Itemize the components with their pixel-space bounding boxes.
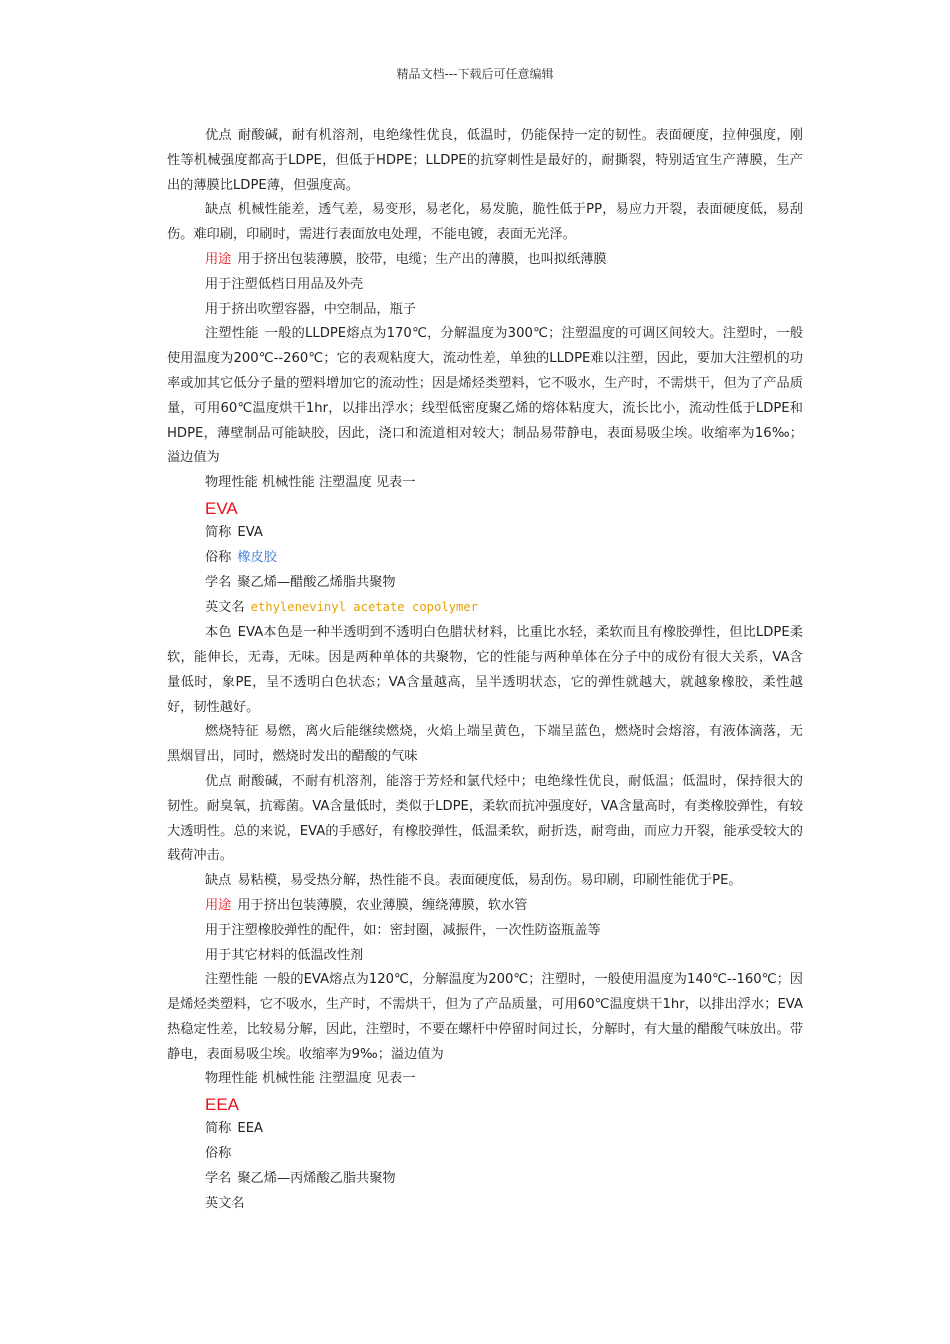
burn-label: 燃烧特征 (205, 724, 259, 740)
eva-advantages (167, 770, 803, 869)
usage-line-1: 用于挤出包装薄膜，胶带，电缆；生产出的薄膜，也叫拟纸薄膜 (237, 251, 607, 267)
dis-text: 易粘模，易受热分解，热性能不良。表面硬度低，易刮伤。易印刷，印刷性能优于PE。 (237, 873, 742, 889)
ldpe-usage-line-2: 用于注塑低档日用品及外壳 (205, 276, 364, 292)
eea-sci-value: 聚乙烯—丙烯酸乙脂共聚物 (237, 1170, 396, 1186)
eva-molding-text: 一般的EVA熔点为120℃，分解温度为200℃；注塑时，一般使用温度为140℃--160℃；因是烯烃类塑料，它不吸水，生产时，不需烘干，但为了产品质量，可用60℃温度烘干1hr，以排出浮水；EVA热稳定性差，比较易分解，因此，注塑时，不要在螺杆中停留时间过长，分解时，有大量的醋酸气味放出。带静电，表面易吸尘埃。收缩率为9‰；溢边值为 (167, 972, 803, 1062)
eea-en-label: 英文名 (205, 1195, 245, 1211)
dis-label: 缺点 (205, 873, 232, 889)
document-body (167, 124, 803, 1216)
eva-common-name (167, 546, 803, 571)
ldpe-usage-line-3: 用于挤出吹塑容器，中空制品，瓶子 (205, 301, 416, 317)
eea-sci-name (167, 1167, 803, 1192)
usage-label: 用途 (205, 251, 232, 267)
sci-value: 聚乙烯—醋酸乙烯脂共聚物 (237, 574, 396, 590)
eva-usage (167, 894, 803, 919)
sci-label: 学名 (205, 574, 232, 590)
eea-common-name (167, 1142, 803, 1167)
eea-heading: EEA (205, 1095, 240, 1115)
eva-color (167, 621, 803, 720)
eea-abbr-label: 简称 (205, 1121, 232, 1137)
ldpe-molding (167, 322, 803, 471)
eva-disadvantages (167, 869, 803, 894)
adv-text: 耐酸碱，不耐有机溶剂，能溶于芳烃和氯代烃中；电绝缘性优良，耐低温；低温时，保持很大的韧性。耐臭氧，抗霉菌。VA含量低时，类似于LDPE，柔软而抗冲强度好，VA含量高时，有类橡胶弹性，有较大透明性。总的来说，EVA的手感好，有橡胶弹性，低温柔软，耐折迭，耐弯曲，而应力开裂，能承受较大的载荷冲击。 (167, 773, 803, 864)
eva-molding (167, 968, 803, 1067)
eea-common-label: 俗称 (205, 1146, 232, 1162)
molding-label: 注塑性能 (205, 326, 259, 342)
eva-usage-line-1: 用于挤出包装薄膜，农业薄膜，缠绕薄膜，软水管 (237, 897, 528, 913)
en-label: 英文名 (205, 600, 245, 616)
eva-molding-label: 注塑性能 (205, 972, 258, 988)
disadvantages-label: 缺点 (205, 202, 232, 218)
ldpe-disadvantages (167, 198, 803, 248)
eea-english-name (167, 1192, 803, 1217)
ldpe-props-line: 物理性能 机械性能 注塑温度 见表一 (205, 475, 416, 491)
eva-usage-line-2: 用于注塑橡胶弹性的配件，如：密封圈，减振件，一次性防盗瓶盖等 (205, 922, 601, 938)
advantages-label: 优点 (205, 128, 232, 143)
eva-english-name (167, 595, 803, 621)
en-value: ethylenevinyl acetate copolymer (250, 600, 479, 615)
eva-usage-line-3: 用于其它材料的低温改性剂 (205, 947, 364, 963)
color-text: EVA本色是一种半透明到不透明白色腊状材料，比重比水轻，柔软而且有橡胶弹性，但比LDPE柔软，能伸长，无毒，无味。因是两种单体的共聚物，它的性能与两种单体在分子中的成份有很大关系，VA含量低时，象PE，呈不透明白色状态；VA含量越高，呈半透明状态，它的弹性就越大，就越象橡胶，柔性越好，韧性越好。 (167, 625, 803, 715)
eva-sci-name (167, 571, 803, 596)
eea-abbr (167, 1117, 803, 1142)
eva-props-line: 物理性能 机械性能 注塑温度 见表一 (205, 1071, 416, 1087)
eea-sci-label: 学名 (205, 1170, 232, 1186)
abbr-label: 简称 (205, 524, 232, 540)
eea-abbr-value: EEA (237, 1121, 264, 1137)
eva-usage-label: 用途 (205, 897, 232, 913)
color-label: 本色 (205, 625, 232, 641)
ldpe-advantages (167, 124, 803, 198)
adv-label: 优点 (205, 773, 232, 789)
molding-text: 一般的LLDPE熔点为170℃，分解温度为300℃；注塑温度的可调区间较大。注塑时，一般使用温度为200℃--260℃；它的表观粘度大，流动性差，单独的LLDPE难以注塑，因此，要加大注塑机的功率或加其它低分子量的塑料增加它的流动性；因是烯烃类塑料，它不吸水，生产时，不需烘干，但为了产品质量，可用60℃温度烘干1hr，以排出浮水；线型低密度聚乙烯的熔体粘度大，流长比小，流动性低于LDPE和HDPE，薄壁制品可能缺胶，因此，浇口和流道相对较大；制品易带静电，表面易吸尘埃。收缩率为16‰；溢边值为 (167, 326, 804, 466)
eva-abbr (167, 521, 803, 546)
eva-heading: EVA (205, 498, 238, 518)
advantages-text: 耐酸碱，耐有机溶剂，电绝缘性优良，低温时，仍能保持一定的韧性。表面硬度，拉伸强度，刚性等机械强度都高于LDPE，但低于HDPE；LLDPE的抗穿刺性是最好的，耐撕裂，特别适宜生产薄膜，生产出的薄膜比LDPE薄，但强度高。 (167, 128, 803, 193)
common-label: 俗称 (205, 549, 232, 565)
eva-burn (167, 720, 803, 770)
disadvantages-text: 机械性能差，透气差，易变形，易老化，易发脆，脆性低于PP，易应力开裂，表面硬度低，易刮伤。难印刷，印刷时，需进行表面放电处理，不能电镀，表面无光泽。 (167, 202, 803, 243)
common-value-link[interactable]: 橡皮胶 (237, 549, 277, 565)
burn-text: 易燃，离火后能继续燃烧，火焰上端呈黄色，下端呈蓝色，燃烧时会熔溶，有液体滴落，无黑烟冒出，同时，燃烧时发出的醋酸的气味 (167, 724, 803, 765)
abbr-value: EVA (237, 524, 263, 540)
ldpe-usage (167, 248, 803, 273)
page-header: 精品文档---下载后可任意编辑 (396, 67, 554, 81)
